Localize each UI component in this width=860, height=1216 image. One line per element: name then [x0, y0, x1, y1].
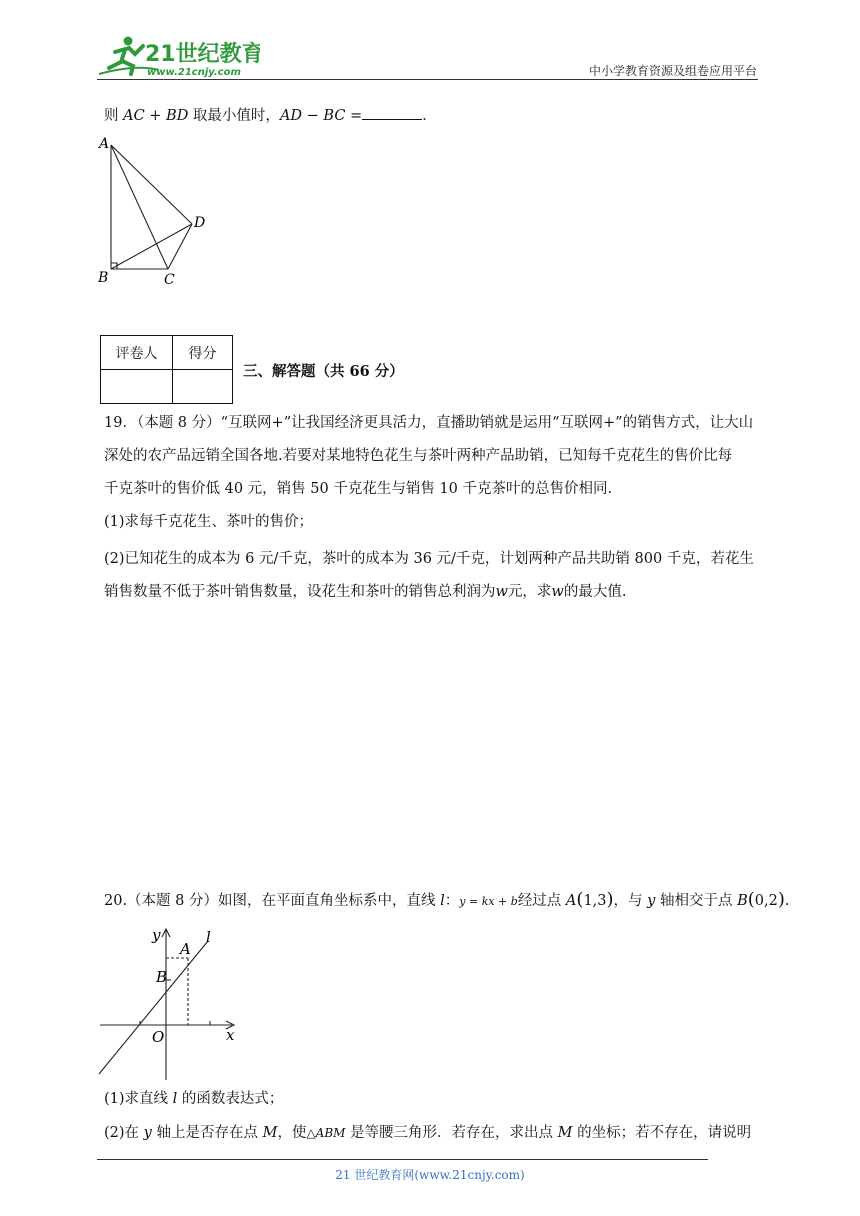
section-title: 三、解答题（共 66 分）	[243, 363, 404, 380]
q18-answer-line: 则 AC + BD 取最小值时，AD − BC = ．	[104, 105, 437, 126]
point-a-label: A	[180, 940, 191, 958]
x-axis-label: x	[226, 1026, 235, 1044]
line-l-label: l	[206, 928, 211, 946]
q19-line-3: 千克茶叶的售价低 40 元，销售 50 千克花生与销售 10 千克茶叶的总售价相同.	[104, 481, 613, 497]
q19-line-1: 19．（本题 8 分）“互联网+”让我国经济更具活力，直播助销就是运用“互联网+”的销售方式，让大山	[104, 415, 754, 431]
point-b-label: B	[156, 968, 168, 986]
q19-part-2-line-2: 销售数量不低于茶叶销售数量，设花生和茶叶的销售总利润为w元，求w的最大值.	[104, 584, 627, 600]
score-cell	[173, 370, 233, 404]
grader-cell	[101, 370, 173, 404]
footer-divider	[97, 1159, 708, 1160]
q19-line-2: 深处的农产品远销全国各地.若要对某地特色花生与茶叶两种产品助销，已知每千克花生的售价比每	[104, 448, 733, 464]
score-header: 得分	[173, 336, 233, 370]
answer-blank	[362, 105, 422, 120]
logo-text: 21世纪教育	[145, 42, 260, 67]
q18-figure	[96, 132, 216, 296]
vertex-b-label: B	[98, 270, 109, 286]
vertex-c-label: C	[164, 272, 175, 288]
q19-part-1: (1)求每千克花生、茶叶的售价；	[104, 514, 314, 530]
site-logo	[95, 34, 260, 78]
q20-coordinate-graph	[96, 924, 246, 1086]
platform-name: 中小学教育资源及组卷应用平台	[588, 64, 757, 78]
q19-part-2-line-1: (2)已知花生的成本为 6 元/千克，茶叶的成本为 36 元/千克，计划两种产品共助销 800 千克，若花生	[104, 551, 754, 567]
y-axis-label: y	[152, 926, 161, 944]
header-divider	[97, 79, 758, 80]
grader-header: 评卷人	[101, 336, 173, 370]
logo-url: www.21cnjy.com	[147, 67, 241, 78]
origin-label: O	[152, 1028, 165, 1046]
q20-part-2: (2)在 y 轴上是否存在点 M，使△ABM 是等腰三角形．若存在，求出点 M 的坐标；若不存在，请说明	[104, 1125, 752, 1141]
vertex-a-label: A	[99, 136, 110, 152]
q20-intro: 20.（本题 8 分）如图，在平面直角坐标系中，直线 l：y = kx + b经过点 A(1,3)，与 y 轴相交于点 B(0,2).	[104, 889, 790, 910]
footer-link[interactable]: 21 世纪教育网(www.21cnjy.com)	[335, 1168, 525, 1182]
line-l	[99, 941, 208, 1074]
score-table	[100, 335, 233, 404]
vertex-d-label: D	[194, 215, 206, 231]
q20-part-1: (1)求直线 l 的函数表达式；	[104, 1091, 284, 1107]
